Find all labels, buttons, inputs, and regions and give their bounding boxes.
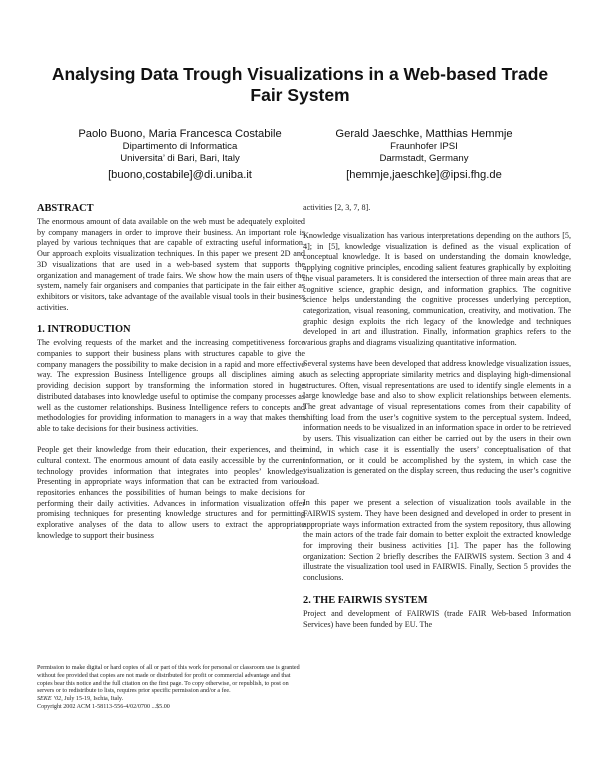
right-column	[303, 231, 571, 630]
abstract-text: The enormous amount of data available on the web must be adequately exploited by company managers in order to improve their business. An important role is played by various techniques that are capable of extracting useful information. Our approach exploits visualization techniques. In this paper we present 2D and 3D visualizations that are used in a web-based system that supports the organization and management of trade fairs. We show how the main users of the system, namely fair organisers and companies that participate in the fair either as exhibitors or visitors, take advantage of the available visual tools in their business activities.	[37, 217, 305, 312]
left-column	[37, 203, 305, 541]
author-block-right	[294, 127, 554, 183]
author-affiliation: Universita’ di Bari, Bari, Italy	[120, 153, 240, 164]
author-affiliation: Darmstadt, Germany	[379, 153, 469, 164]
body-paragraph-2: Several systems have been developed that address knowledge visualization issues, such as selecting appropriate similarity metrics and displaying high-dimensional structures. Often, visual representations are used to identify single elements in a large knowledge base and also to show explicit relationships between elements. The great advantage of visual representations comes from their capability of shifting load from the user’s cognitive system to the perceptual system. Indeed, information needs to be visualized in an information space in order to be retrieved by users. This visualization can either be carried out by the users in their own mind, in which case it is essentially the users’ conceptualisation of that information, or it could be accomplished by the system, in which case the visualization is generated on the display screen, thus reducing the user’s cognitive load.	[303, 359, 571, 486]
abstract-heading: ABSTRACT	[37, 203, 94, 214]
author-names: Paolo Buono, Maria Francesca Costabile	[78, 128, 282, 140]
author-names: Gerald Jaeschke, Matthias Hemmje	[335, 128, 513, 140]
author-email: [buono,costabile]@di.uniba.it	[108, 169, 252, 181]
author-email: [hemmje,jaeschke]@ipsi.fhg.de	[346, 169, 502, 181]
conference-details: , July 15-19, Ischia, Italy.	[61, 696, 124, 703]
permission-text: Permission to make digital or hard copies of all or part of this work for personal or classroom use is granted without fee provided that copies are not made or distributed for profit or commercial advantage and that copies bear this notice and the full citation on the first page. To copy otherwise, or republish, to post on servers or to redistribute to lists, requires prior specific permission and/or a fee.	[37, 665, 300, 695]
conference-name: SEKE ’02	[37, 696, 62, 703]
continued-text: activities [2, 3, 7, 8].	[303, 203, 371, 212]
introduction-paragraph-2: People get their knowledge from their education, their experiences, and their cultural context. The enormous amount of data easily accessible by the current technology provides information that integrates into peoples’ knowledge. Presenting in appropriate ways information that can be extracted from various repositories enhances the possibilities of human beings to make decisions for performing their daily activities. Advances in information visualization offer promising techniques for presenting knowledge structures and for permitting explorative analyses of the data to allow users to extract the appropriate knowledge to support their business	[37, 445, 305, 540]
introduction-paragraph-1: The evolving requests of the market and the increasing competitiveness force companies to support their business plans with structures capable to give the company managers the possibility to make decision in a rapid and more effective way. The expression Business Intelligence groups all disciplines aiming at providing decision support by transforming the information stored in huge distributed databases into knowledge useful to optimise the company processes as well as the customer relationships. Business Intelligence refers to concepts and methodologies for providing information to managers in a way that makes them able to take decisions for their business activities.	[37, 338, 305, 433]
section-2-paragraph: Project and development of FAIRWIS (trade FAIR Web-based Information Services) have been funded by EU. The	[303, 608, 571, 629]
body-paragraph-3: In this paper we present a selection of visualization tools available in the FAIRWIS system. They have been designed and developed in order to present in appropriate ways information extracted from the system repository, thus allowing the main actors of the trade fair domain to better exploit the extracted knowledge for improving their business activities [1]. The paper has the following organization: Section 2 briefly describes the FAIRWIS system. Section 3 and 4 illustrate the visualization tool used in FAIRWIS. Finally, Section 5 provides the conclusions.	[303, 498, 571, 583]
copyright-line: Copyright 2002 ACM 1-58113-556-4/02/0700 ...$5.00	[37, 703, 170, 710]
author-block-left	[50, 127, 310, 183]
paper-title: Analysing Data Trough Visualizations in a Web-based Trade Fair System	[51, 64, 549, 105]
copyright-notice	[37, 665, 305, 712]
author-affiliation: Fraunhofer IPSI	[390, 141, 458, 152]
introduction-heading: 1. INTRODUCTION	[37, 324, 131, 336]
section-2-heading: 2. THE FAIRWIS SYSTEM	[303, 594, 428, 606]
author-affiliation: Dipartimento di Informatica	[122, 141, 238, 152]
body-paragraph-1: Knowledge visualization has various interpretations depending on the authors [5, 4]; in [5], knowledge visualization is defined as the visual explication of conceptual knowledge. It is based on understanding the domain knowledge, applying cognitive principles, encoding salient features graphically by exploiting the visual parameters. It is considered the intersection of three main areas that are cognitive science, graphic design, and information graphics. The cognitive science helps understanding the cognitive processes underlying perception, categorization, visual reasoning, communication, creativity, and motivation. The graphic design exploits the rich legacy of the knowledge and techniques developed in art and illustration. Finally, information graphics refers to the various graphs and diagrams visualizing quantitative information.	[303, 231, 571, 348]
